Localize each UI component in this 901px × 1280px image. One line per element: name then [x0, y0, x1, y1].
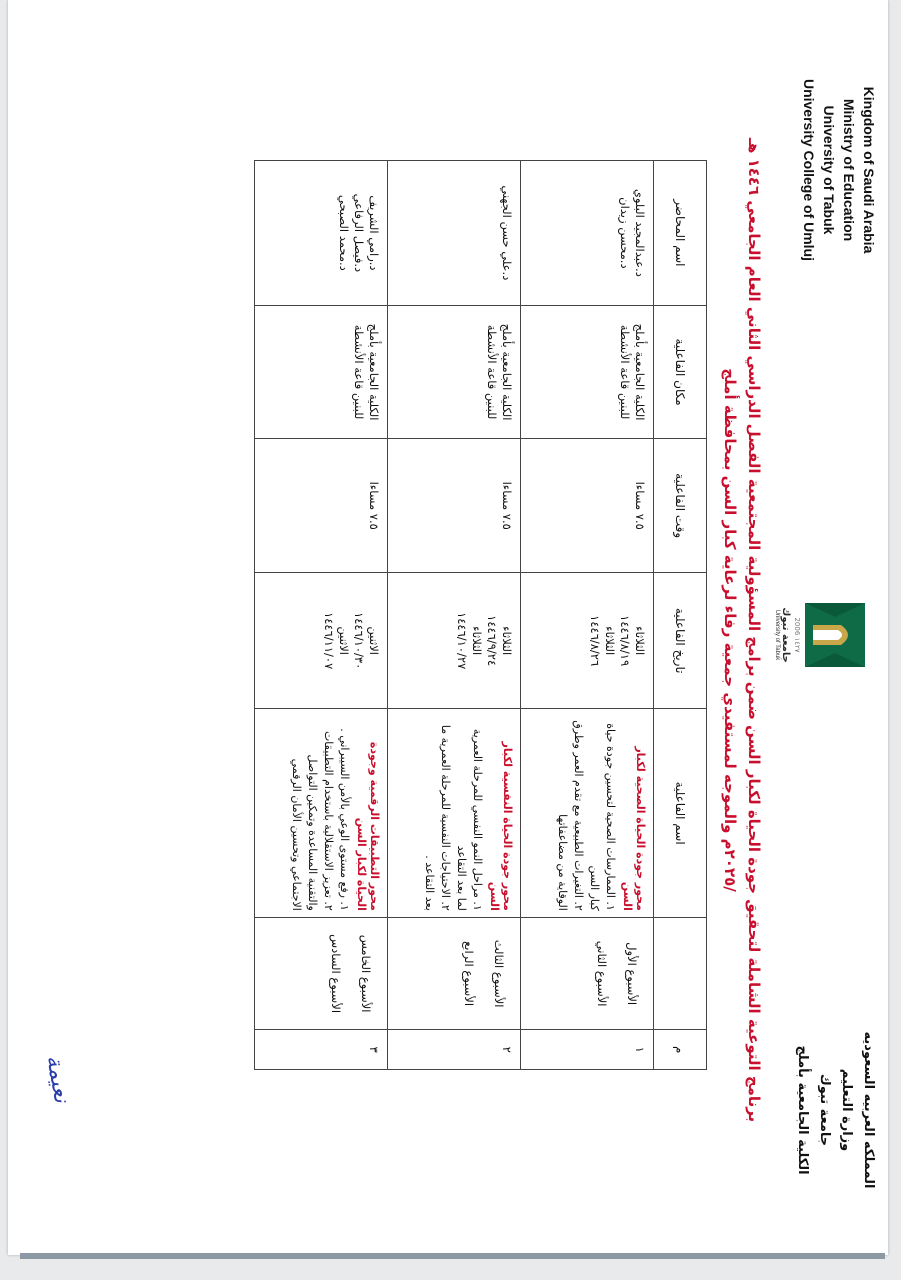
- row-place: [255, 305, 388, 439]
- topic-item: ٢. التغيرات الطبيعية مع تقدم العمر وطرق الوقاية من مضاعفاتها: [556, 720, 585, 911]
- logo-name-ar: جامعة تبوك: [780, 607, 791, 663]
- row-dates: [388, 572, 521, 708]
- viewer-bottom-bar: [20, 1253, 885, 1259]
- lecturer-name: د.علي حسن الجهني: [500, 185, 514, 281]
- lecturer-name: د.فيصل الرفاعي: [352, 193, 366, 273]
- row-time: ٧.٥ مساءا: [388, 439, 521, 573]
- ar-line-4: الكلية الجامعية بأملج: [795, 1045, 810, 1175]
- english-letterhead: [799, 40, 879, 300]
- date-day: الثلاثاء: [470, 626, 484, 656]
- date-day: الثلاثاء: [633, 626, 647, 656]
- program-title-line-1: برنامج التوعية الشاملة لتحقيق جودة الحياة لكبار السن ضمن برامج المسؤولية المجتمعية الفصل الدراسي الثاني العام الجامعي ١٤٤٦ هـ: [745, 137, 763, 1123]
- row-event-name: [521, 709, 654, 917]
- topic-item: ١. الممارسات الصحية لتحسين جودة حياة كبار السن: [588, 723, 617, 911]
- date-value: ١٤٤٦/٨/٢٦: [588, 615, 602, 667]
- week-label: الأسبوع الأول: [625, 942, 639, 1006]
- date-value: ١٤٤٦/١٠/٣٠: [352, 612, 366, 670]
- week-label: الأسبوع الخامس: [359, 934, 373, 1013]
- date-value: ١٤٤٦/١٠/٢٧: [455, 612, 469, 670]
- topic-item: ١. مراحل النمو النفسي للمرحلة العمرية لما بعد التقاعد: [455, 728, 484, 911]
- week-label: الأسبوع السادس: [329, 934, 343, 1014]
- arabic-letterhead: [791, 1000, 879, 1220]
- en-line-2: Ministry of Education: [841, 98, 857, 242]
- header-event-name: اسم الفاعلية: [654, 709, 707, 917]
- lecturer-name: د.محمد الصبحي: [337, 194, 351, 271]
- row-dates: [255, 572, 388, 708]
- place-line: الكلية الجامعية بأملج: [633, 323, 647, 421]
- row-num: ٣: [255, 1030, 388, 1070]
- place-line: للبنين قاعة الأنشطة: [618, 324, 632, 420]
- lecturer-name: د.محسن زيدان: [618, 197, 632, 269]
- lecturer-name: د.رامي الشريف: [367, 195, 381, 271]
- header-num: م: [654, 1030, 707, 1070]
- row-weeks: [255, 917, 388, 1030]
- row-time: ٧.٥ مساءا: [521, 439, 654, 573]
- university-logo-icon: [805, 603, 865, 667]
- lecturer-name: د.عبدالمجيد البلوي: [633, 188, 647, 277]
- date-day: الثلاثاء: [603, 626, 617, 656]
- header-lecturer: اسم المحاضر: [654, 161, 707, 306]
- row-time: ٧.٥ مساءا: [255, 439, 388, 573]
- row-lecturers: [521, 161, 654, 306]
- week-label: الأسبوع الثاني: [595, 940, 609, 1007]
- topic-item: ٢. تعزيز الاستقلالية باستخدام التطبيقات والتقنية المساعدة وتمكين التواصل الاجتماعي وتحسين الأمان الرقمي: [290, 730, 335, 911]
- header-event-place: مكان الفاعلية: [654, 305, 707, 439]
- ar-line-2: وزارة التعليم: [839, 1068, 854, 1152]
- en-line-1: Kingdom of Saudi Arabia: [861, 86, 877, 254]
- row-num: ١: [521, 1030, 654, 1070]
- place-line: الكلية الجامعية بأملج: [500, 323, 514, 421]
- program-title-line-2: /٢٠٢٥م والموجه لمستفيدي جمعية رفاء لرعاية كبار السن بمحافظة أملج: [721, 368, 739, 892]
- logo-name-en: University of Tabuk: [774, 609, 780, 661]
- date-value: ١٤٤٦/٨/١٩: [618, 615, 632, 667]
- rotated-document: [25, 10, 885, 1250]
- table-row: [388, 161, 521, 1070]
- axis-title: محور التطبيقات الرقمية وجودة الحياة لكبار السن: [355, 741, 381, 911]
- header-week: [654, 917, 707, 1030]
- topic-item: ١. رفع مستوى الوعي بالأمن السيبراني .: [338, 728, 351, 911]
- ar-line-3: جامعة تبوك: [817, 1073, 832, 1147]
- week-label: الأسبوع الرابع: [462, 941, 476, 1007]
- row-weeks: [521, 917, 654, 1030]
- date-day: الاثنين: [337, 626, 351, 655]
- week-label: الأسبوع الثالث: [492, 939, 506, 1008]
- row-place: [521, 305, 654, 439]
- ar-line-1: المملكه العربيه السعوديه: [861, 1031, 876, 1189]
- date-day: الثلاثاء: [500, 626, 514, 656]
- row-weeks: [388, 917, 521, 1030]
- row-lecturers: [388, 161, 521, 306]
- header-event-time: وقت الفاعلية: [654, 439, 707, 573]
- en-line-4: University College of Umluj: [801, 78, 817, 262]
- schedule-table: [254, 160, 707, 1070]
- row-event-name: [388, 709, 521, 917]
- date-value: ١٤٤٦/٩/٢٤: [485, 615, 499, 667]
- header-event-date: تاريخ الفاعلية: [654, 572, 707, 708]
- table-row: [521, 161, 654, 1070]
- table-row: [255, 161, 388, 1070]
- handwritten-signature: نعيمة: [41, 1053, 74, 1105]
- row-event-name: [255, 709, 388, 917]
- place-line: للبنين قاعة الأنشطة: [485, 324, 499, 420]
- table-header-row: [654, 161, 707, 1070]
- date-day: الاثنين: [367, 626, 381, 655]
- axis-title: محور جودة الحياة النفسية لكبار السن: [488, 741, 514, 911]
- logo-year: 2006 ١٤٢٧: [793, 617, 801, 653]
- row-place: [388, 305, 521, 439]
- row-lecturers: [255, 161, 388, 306]
- topic-item: ٢. الاحتياجات النفسية للمرحلة العمرية ما بعد التقاعد .: [423, 724, 452, 911]
- date-value: ١٤٤٦/١١/٠٧: [322, 612, 336, 670]
- row-num: ٢: [388, 1030, 521, 1070]
- en-line-3: University of Tabuk: [821, 105, 837, 235]
- place-line: الكلية الجامعية بأملج: [367, 323, 381, 421]
- row-dates: [521, 572, 654, 708]
- axis-title: محور جودة الحياة الصحية لكبار السن: [621, 746, 647, 911]
- university-logo: [769, 595, 865, 675]
- place-line: للبنين قاعة الأنشطة: [352, 324, 366, 420]
